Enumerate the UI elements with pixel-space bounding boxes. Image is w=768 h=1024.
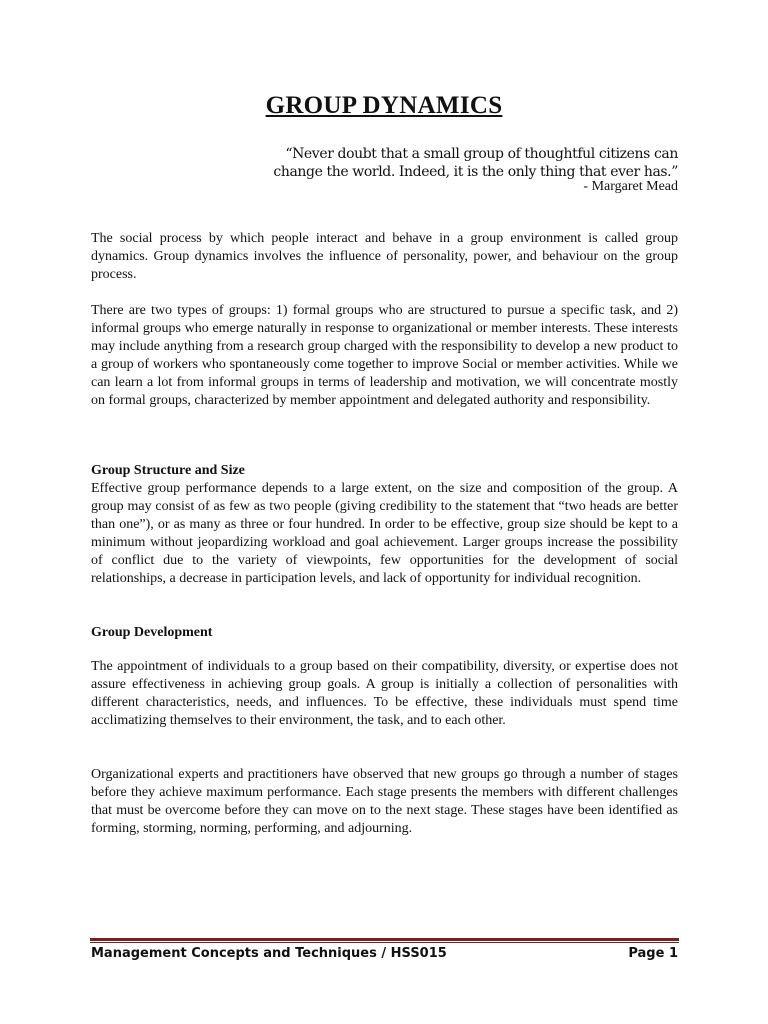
paragraph-development-1: The appointment of individuals to a group based on their compatibility, diversity, or expertise does not assure effectiveness in achieving group goals. A group is initially a collection of personalities with different characteristics, needs, and influences. To be effective, these individuals must spend time acclimatizing themselves to their environment, the task, and to each other. (91, 659, 678, 728)
footer-divider (90, 938, 679, 941)
quote-line-2: change the world. Indeed, it is the only thing that ever has.” (273, 164, 678, 180)
quote-author: - Margaret Mead (583, 179, 678, 194)
heading-structure-size: Group Structure and Size (91, 463, 245, 478)
paragraph-development-2: Organizational experts and practitioners have observed that new groups go through a number of stages before they achieve maximum performance. Each stage presents the members with different challenges that must be overcome before they can move on to the next stage. These stages have been identified as forming, storming, norming, performing, and adjourning. (91, 767, 678, 836)
page-title: GROUP DYNAMICS (265, 92, 503, 119)
paragraph-intro: The social process by which people interact and behave in a group environment is called group dynamics. Group dynamics involves the influence of personality, power, and behaviour on the group process. (91, 231, 678, 282)
paragraph-group-types: There are two types of groups: 1) formal groups who are structured to pursue a specific task, and 2) informal groups who emerge naturally in response to organizational or member interests. These interests may include anything from a research group charged with the responsibility to develop a new product to a group of workers who spontaneously come together to improve Social or member activities. While we can learn a lot from informal groups in terms of leadership and motivation, we will concentrate mostly on formal groups, characterized by member appointment and delegated authority and responsibility. (91, 303, 678, 408)
footer-course-title: Management Concepts and Techniques / HSS015 (91, 946, 447, 961)
footer-divider-thin (90, 942, 679, 943)
quote-line-1: “Never doubt that a small group of thoughtful citizens can (285, 146, 678, 162)
paragraph-structure-size: Effective group performance depends to a large extent, on the size and composition of the group. A group may consist of as few as two people (giving credibility to the statement that “two heads are better than one”), or as many as three or four hundred. In order to be effective, group size should be kept to a minimum without jeopardizing workload and goal achievement. Larger groups increase the possibility of conflict due to the variety of viewpoints, few opportunities for the development of social relationships, a decrease in participation levels, and lack of opportunity for individual recognition. (91, 481, 678, 586)
epigraph-quote (258, 145, 678, 181)
heading-group-development: Group Development (91, 625, 213, 640)
footer-page-number: Page 1 (628, 946, 678, 961)
